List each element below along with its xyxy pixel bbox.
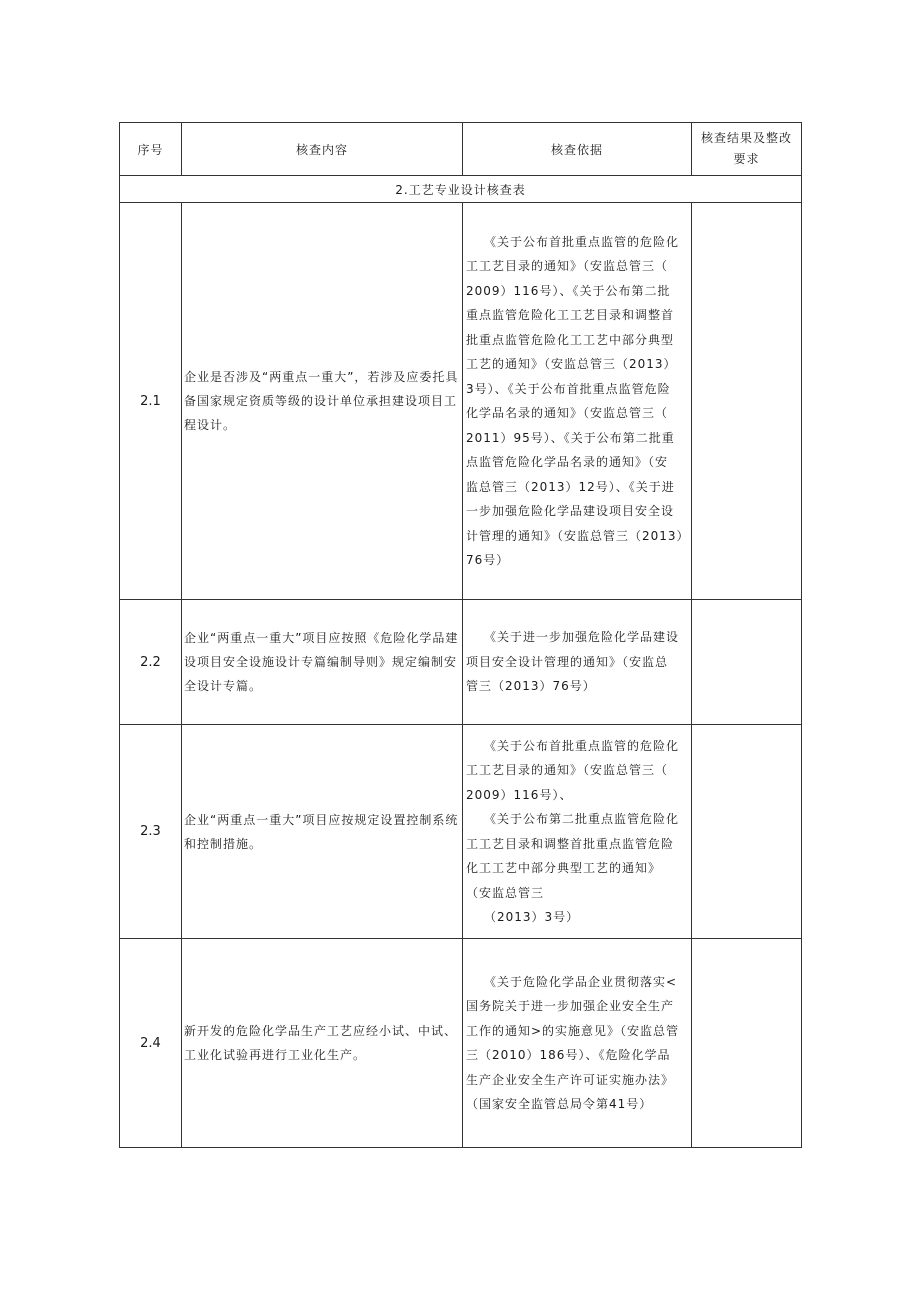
basis-line: 《关于公布首批重点监管的危险化: [484, 234, 680, 249]
basis-line: 《关于公布第二批重点监管危险化: [484, 812, 680, 826]
check-result[interactable]: [692, 939, 802, 1148]
row-number: 2.3: [120, 725, 182, 939]
table-row: [120, 725, 802, 939]
basis-line: （国家安全监管总局令第41号）: [466, 1097, 653, 1111]
basis-line: 2009）116号）、: [466, 787, 573, 802]
header-content: 核查内容: [182, 123, 463, 176]
table-row: [120, 939, 802, 1148]
basis-line: 三（2010）186号）、《危险化学品: [466, 1048, 671, 1062]
check-basis: [463, 600, 692, 725]
header-basis: 核查依据: [463, 123, 692, 176]
table-row: [120, 600, 802, 725]
check-content: 新开发的危险化学品生产工艺应经小试、中试、工业化试验再进行工业化生产。: [182, 939, 463, 1148]
check-basis: [463, 725, 692, 939]
basis-line: 工作的通知>的实施意见》（安监总管: [466, 1023, 680, 1038]
table-header-row: [120, 123, 802, 176]
basis-line: 2011）95号）、《关于公布第二批重: [466, 430, 675, 445]
basis-line: 项目安全设计管理的通知》（安监总: [466, 654, 669, 669]
check-result[interactable]: [692, 725, 802, 939]
basis-line: 2009）116号）、《关于公布第二批: [466, 283, 671, 298]
basis-line: （安监总管三: [466, 885, 545, 900]
basis-line: （2013）3号）: [484, 910, 580, 924]
check-table-container: [119, 122, 801, 1148]
basis-line: 化工工艺中部分典型工艺的通知》: [466, 861, 662, 875]
row-number: 2.4: [120, 939, 182, 1148]
section-title-row: [120, 176, 802, 203]
check-result[interactable]: [692, 203, 802, 600]
basis-line: 批重点监管危险化工工艺中部分典型: [466, 332, 675, 347]
process-design-check-table: [119, 122, 802, 1148]
basis-line: 《关于进一步加强危险化学品建设: [484, 630, 680, 645]
section-title: 2.工艺专业设计核查表: [120, 176, 802, 203]
basis-line: 工艺的通知》（安监总管三（2013）: [466, 357, 677, 371]
header-result: [692, 123, 802, 176]
check-content: 企业“两重点一重大”项目应按规定设置控制系统和控制措施。: [182, 725, 463, 939]
row-number: 2.2: [120, 600, 182, 725]
basis-line: 3号）、《关于公布首批重点监管危险: [466, 381, 671, 396]
basis-line: 工工艺目录的通知》（安监总管三（: [466, 763, 669, 777]
basis-line: 点监管危险化学品名录的通知》（安: [466, 455, 669, 469]
basis-line: 化学品名录的通知》（安监总管三（: [466, 406, 669, 420]
basis-line: 监总管三（2013）12号）、《关于进: [466, 479, 675, 494]
basis-line: 一步加强危险化学品建设项目安全设: [466, 504, 675, 518]
basis-line: 76号）: [466, 553, 510, 567]
basis-line: 工工艺目录和调整首批重点监管危险: [466, 836, 675, 851]
check-result[interactable]: [692, 600, 802, 725]
table-row: [120, 203, 802, 600]
check-content: 企业“两重点一重大”项目应按照《危险化学品建设项目安全设施设计专篇编制导则》规定编制安全设计专篇。: [182, 600, 463, 725]
header-num: 序号: [120, 123, 182, 176]
basis-line: 《关于危险化学品企业贯彻落实<: [484, 974, 678, 989]
basis-line: 工工艺目录的通知》（安监总管三（: [466, 259, 669, 273]
basis-line: 计管理的通知》（安监总管三（2013）: [466, 528, 690, 543]
basis-line: 管三（2013）76号）: [466, 679, 596, 694]
check-content: 企业是否涉及“两重点一重大”，若涉及应委托具备国家规定资质等级的设计单位承担建设项目工程设计。: [182, 203, 463, 600]
header-result-line1: 核查结果及整改: [700, 131, 792, 145]
row-number: 2.1: [120, 203, 182, 600]
basis-line: 《关于公布首批重点监管的危险化: [484, 738, 680, 753]
basis-line: 生产企业安全生产许可证实施办法》: [466, 1072, 675, 1087]
header-result-line2: 要求: [733, 152, 760, 166]
check-basis: [463, 939, 692, 1148]
check-basis: [463, 203, 692, 600]
basis-line: 重点监管危险化工工艺目录和调整首: [466, 308, 675, 322]
basis-line: 国务院关于进一步加强企业安全生产: [466, 999, 675, 1013]
